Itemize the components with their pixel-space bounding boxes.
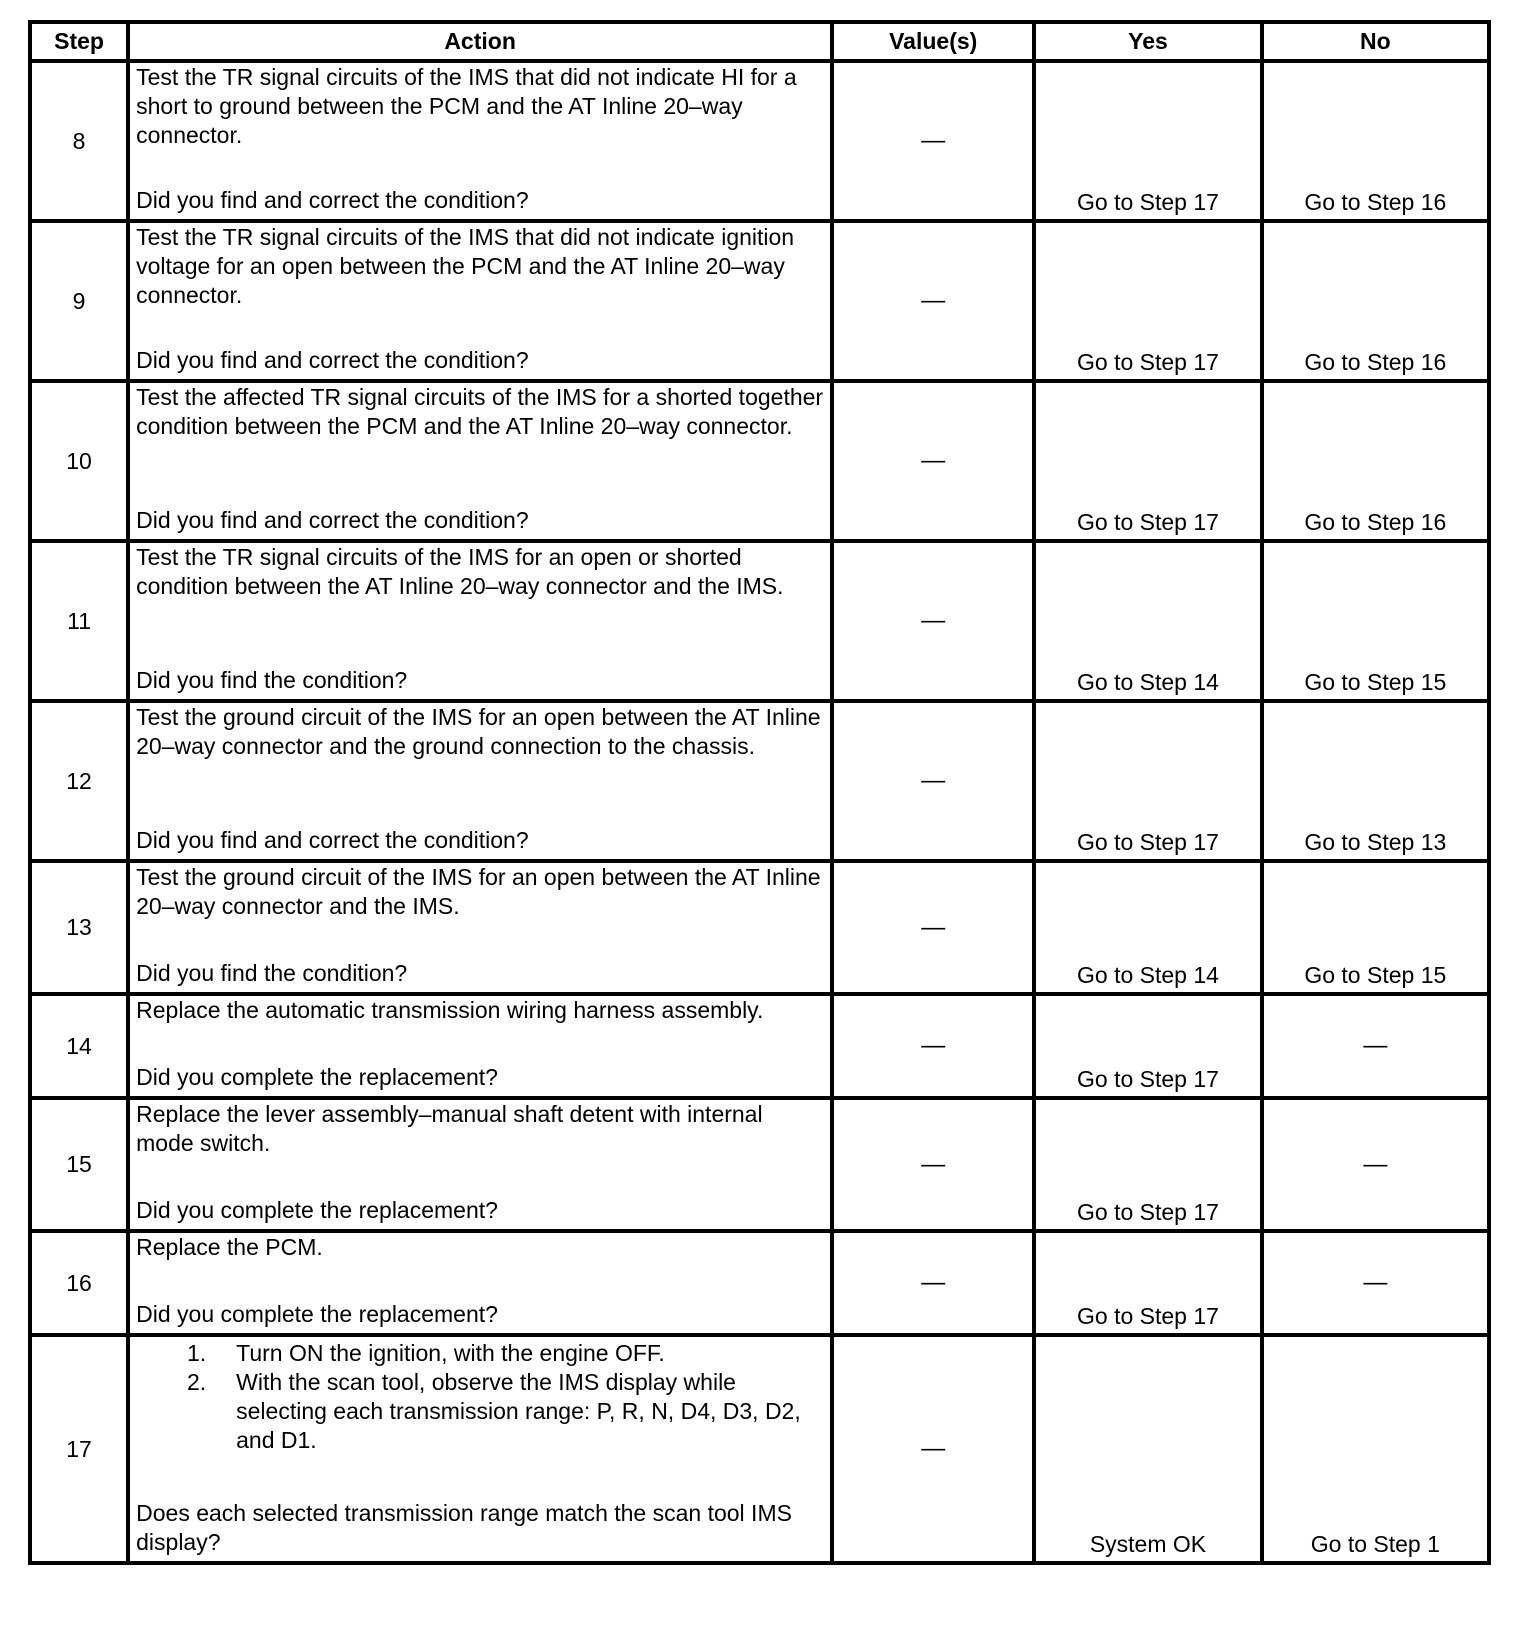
yes-cell: Go to Step 17 — [1034, 994, 1261, 1098]
step-number: 14 — [30, 994, 128, 1098]
value-dash: — — [921, 1032, 946, 1059]
table-row — [30, 61, 1489, 221]
action-cell — [128, 541, 832, 701]
value-cell — [832, 381, 1034, 541]
action-description: Test the TR signal circuits of the IMS that did not indicate ignition voltage for an open between the PCM and the AT Inline 20–way connector. — [136, 224, 795, 308]
action-cell — [128, 221, 832, 381]
action-question: Did you find the condition? — [136, 667, 408, 693]
no-dash: — — [1363, 1032, 1388, 1059]
action-cell — [128, 1098, 832, 1231]
action-cell — [128, 861, 832, 994]
table-row — [30, 861, 1489, 994]
table-header-row — [30, 22, 1489, 61]
substep-number: 1. — [186, 1340, 207, 1366]
action-description: Test the TR signal circuits of the IMS for an open or shorted condition between the AT Inline 20–way connector and the IMS. — [136, 544, 784, 599]
value-cell — [832, 701, 1034, 861]
table-row — [30, 994, 1489, 1098]
action-description: Test the TR signal circuits of the IMS that did not indicate HI for a short to ground between the PCM and the AT Inline 20–way connector. — [136, 64, 797, 148]
list-item — [136, 1339, 826, 1368]
value-cell — [832, 541, 1034, 701]
yes-cell: Go to Step 17 — [1034, 1098, 1261, 1231]
yes-cell: Go to Step 17 — [1034, 381, 1261, 541]
table-row — [30, 381, 1489, 541]
step-number: 9 — [30, 221, 128, 381]
no-cell: Go to Step 16 — [1262, 221, 1489, 381]
action-description: Replace the PCM. — [136, 1234, 323, 1260]
no-dash: — — [1363, 1150, 1388, 1178]
value-dash: — — [921, 1435, 946, 1462]
action-description: Test the ground circuit of the IMS for an open between the AT Inline 20–way connector and the IMS. — [136, 864, 821, 919]
no-dash: — — [1363, 1269, 1388, 1296]
yes-cell: Go to Step 17 — [1034, 1231, 1261, 1335]
table-row — [30, 541, 1489, 701]
yes-cell: Go to Step 14 — [1034, 541, 1261, 701]
value-dash: — — [921, 287, 946, 314]
value-dash: — — [921, 1269, 946, 1296]
diagnostic-table-page — [28, 20, 1491, 1565]
action-cell — [128, 1335, 832, 1563]
action-cell — [128, 1231, 832, 1335]
no-cell — [1262, 1098, 1489, 1231]
action-question: Does each selected transmission range match the scan tool IMS display? — [136, 1500, 792, 1555]
action-description: Replace the automatic transmission wiring harness assembly. — [136, 997, 764, 1023]
action-question: Did you find the condition? — [136, 960, 408, 986]
no-cell — [1262, 1231, 1489, 1335]
value-cell — [832, 861, 1034, 994]
action-cell — [128, 701, 832, 861]
action-cell — [128, 994, 832, 1098]
value-cell — [832, 994, 1034, 1098]
value-cell — [832, 221, 1034, 381]
header-step: Step — [30, 22, 128, 61]
step-number: 11 — [30, 541, 128, 701]
substep-text: With the scan tool, observe the IMS display while selecting each transmission range: P, R, N, D4, D3, D2, and D1. — [236, 1369, 801, 1453]
step-number: 8 — [30, 61, 128, 221]
substep-text: Turn ON the ignition, with the engine OFF. — [236, 1340, 665, 1366]
value-dash: — — [921, 767, 946, 794]
no-cell — [1262, 994, 1489, 1098]
header-yes: Yes — [1034, 22, 1261, 61]
value-dash: — — [921, 913, 946, 941]
yes-cell: Go to Step 17 — [1034, 61, 1261, 221]
table-row — [30, 1335, 1489, 1563]
action-question: Did you find and correct the condition? — [136, 187, 529, 213]
header-action: Action — [128, 22, 832, 61]
no-cell: Go to Step 16 — [1262, 381, 1489, 541]
no-cell: Go to Step 15 — [1262, 541, 1489, 701]
value-dash: — — [921, 447, 946, 474]
action-question: Did you complete the replacement? — [136, 1197, 498, 1223]
action-question: Did you find and correct the condition? — [136, 347, 529, 373]
no-cell: Go to Step 1 — [1262, 1335, 1489, 1563]
value-cell — [832, 1231, 1034, 1335]
header-no: No — [1262, 22, 1489, 61]
substep-number: 2. — [186, 1369, 207, 1395]
step-number: 15 — [30, 1098, 128, 1231]
table-row — [30, 701, 1489, 861]
value-dash: — — [921, 127, 946, 154]
action-cell — [128, 381, 832, 541]
no-cell: Go to Step 15 — [1262, 861, 1489, 994]
header-values: Value(s) — [832, 22, 1034, 61]
action-question: Did you complete the replacement? — [136, 1301, 498, 1327]
action-question: Did you find and correct the condition? — [136, 827, 529, 853]
yes-cell: Go to Step 17 — [1034, 221, 1261, 381]
no-cell: Go to Step 13 — [1262, 701, 1489, 861]
action-cell — [128, 61, 832, 221]
yes-cell: System OK — [1034, 1335, 1261, 1563]
value-cell — [832, 1098, 1034, 1231]
table-row — [30, 221, 1489, 381]
table-row — [30, 1098, 1489, 1231]
yes-cell: Go to Step 14 — [1034, 861, 1261, 994]
action-description: Test the affected TR signal circuits of the IMS for a shorted together condition between the PCM and the AT Inline 20–way connector. — [136, 384, 824, 439]
action-description: Replace the lever assembly–manual shaft detent with internal mode switch. — [136, 1101, 763, 1156]
action-question: Did you find and correct the condition? — [136, 507, 529, 533]
no-cell: Go to Step 16 — [1262, 61, 1489, 221]
action-description: Test the ground circuit of the IMS for an open between the AT Inline 20–way connector and the ground connection to the chassis. — [136, 704, 821, 759]
action-question: Did you complete the replacement? — [136, 1064, 498, 1090]
table-row — [30, 1231, 1489, 1335]
diagnostic-table — [28, 20, 1491, 1565]
substep-list — [136, 1339, 826, 1455]
step-number: 16 — [30, 1231, 128, 1335]
value-dash: — — [921, 607, 946, 634]
value-cell — [832, 61, 1034, 221]
step-number: 12 — [30, 701, 128, 861]
step-number: 10 — [30, 381, 128, 541]
value-cell — [832, 1335, 1034, 1563]
list-item — [136, 1368, 826, 1455]
step-number: 17 — [30, 1335, 128, 1563]
value-dash: — — [921, 1150, 946, 1178]
step-number: 13 — [30, 861, 128, 994]
yes-cell: Go to Step 17 — [1034, 701, 1261, 861]
